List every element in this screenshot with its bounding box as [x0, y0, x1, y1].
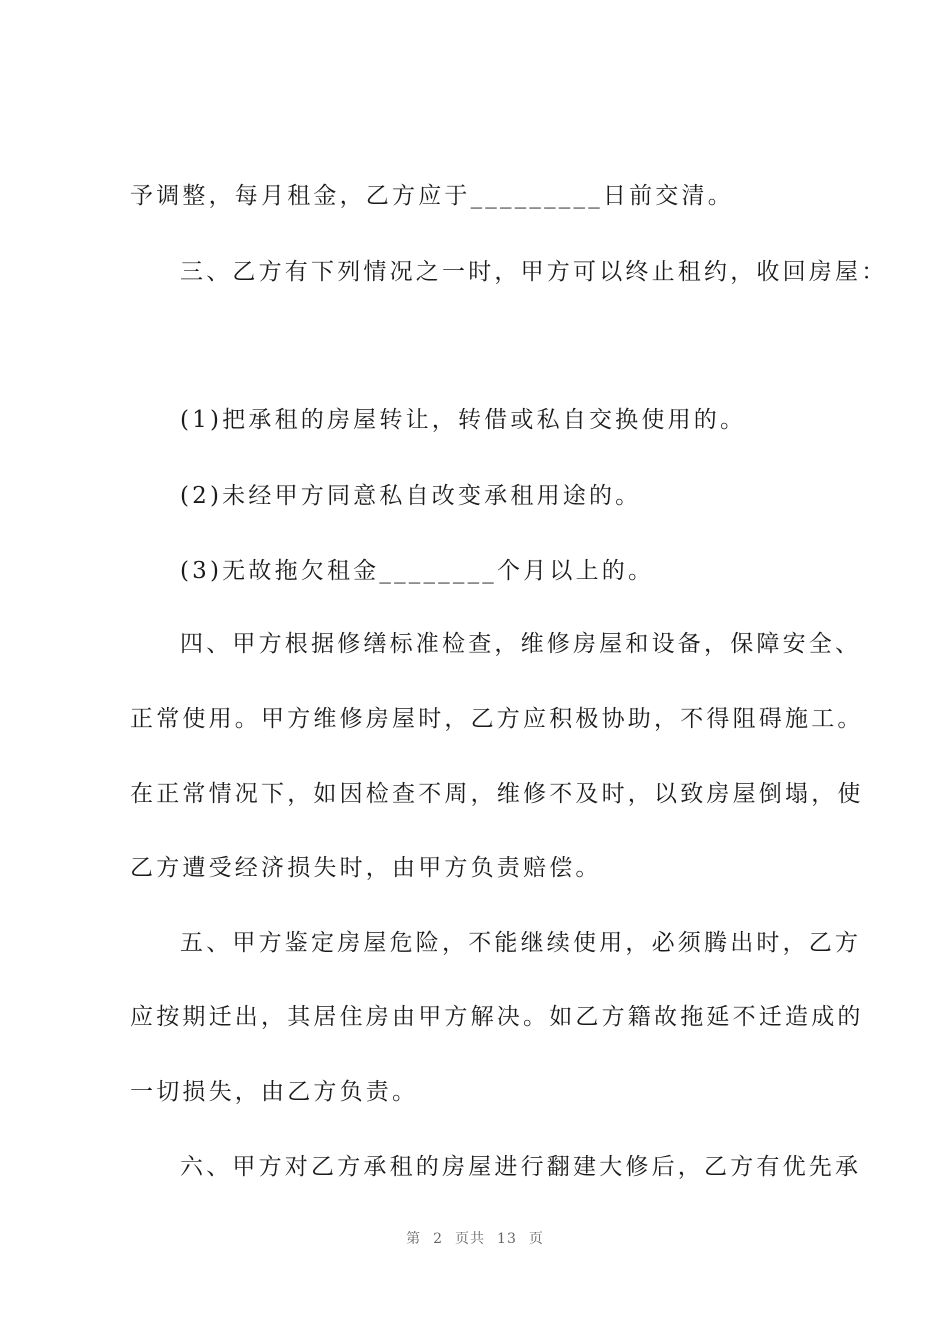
clause-5-line-3: 一切损失，由乙方负责。	[130, 1079, 419, 1105]
clause-5-line-1: 五、甲方鉴定房屋危险，不能继续使用，必须腾出时，乙方	[180, 930, 862, 956]
clause-3-item-3: (3)无故拖欠租金________个月以上的。	[180, 558, 655, 584]
clause-3-item-1: (1)把承租的房屋转让，转借或私自交换使用的。	[180, 407, 747, 433]
clause-3-item-2: (2)未经甲方同意私自改变承租用途的。	[180, 483, 642, 509]
footer-current-page: 2	[433, 1231, 444, 1247]
footer-suffix: 页	[528, 1231, 544, 1247]
clause-4-line-2: 正常使用。甲方维修房屋时，乙方应积极协助，不得阻碍施工。	[130, 706, 864, 732]
page-footer	[0, 1228, 950, 1248]
clause-6-line-1: 六、甲方对乙方承租的房屋进行翻建大修后，乙方有优先承	[180, 1154, 862, 1180]
footer-prefix: 第	[406, 1231, 422, 1247]
clause-3-heading: 三、乙方有下列情况之一时，甲方可以终止租约，收回房屋：	[180, 259, 888, 285]
footer-total-pages: 13	[497, 1231, 517, 1247]
clause-5-line-2: 应按期迁出，其居住房由甲方解决。如乙方籍故拖延不迁造成的	[130, 1004, 864, 1030]
clause-4-line-4: 乙方遭受经济损失时，由甲方负责赔偿。	[130, 855, 602, 881]
body-line-1: 予调整，每月租金，乙方应于_________日前交清。	[130, 183, 734, 209]
footer-mid: 页共	[455, 1231, 486, 1247]
clause-4-line-1: 四、甲方根据修缮标准检查，维修房屋和设备，保障安全、	[180, 631, 862, 657]
clause-4-line-3: 在正常情况下，如因检查不周，维修不及时，以致房屋倒塌，使	[130, 781, 864, 807]
